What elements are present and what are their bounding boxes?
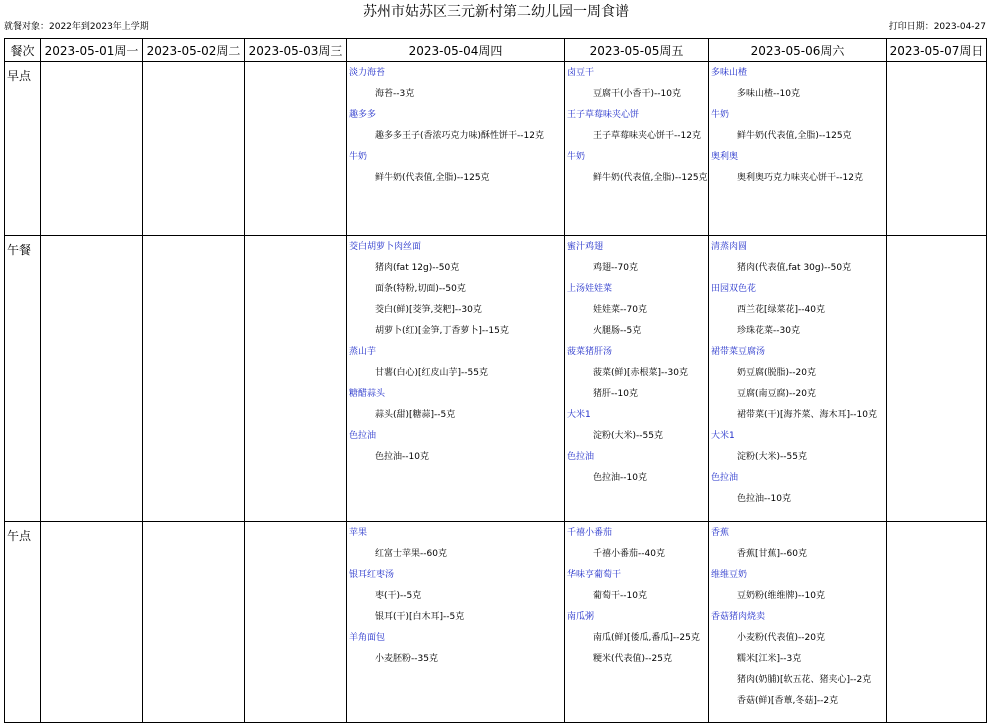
dish-name: 羊角面包 <box>349 633 386 643</box>
audience-label: 就餐对象：2022年到2023年上学期 <box>4 22 149 32</box>
ingredient-line: 胡萝卜(红)[金笋,丁香萝卜]--15克 <box>375 326 509 336</box>
ingredient-line: 红富士苹果--60克 <box>375 549 447 559</box>
dish-name: 香蕉 <box>711 528 730 538</box>
ingredient-line: 海苔--3克 <box>375 89 415 99</box>
menu-cell <box>143 236 245 522</box>
day-header: 2023-05-05周五 <box>565 39 709 62</box>
dish-name: 华味亨葡萄干 <box>567 570 622 580</box>
ingredient-line: 香蕉[甘蕉]--60克 <box>737 549 807 559</box>
header-row <box>5 39 987 62</box>
ingredient-line: 糯米[江米]--3克 <box>737 654 802 664</box>
meal-label: 早点 <box>5 62 41 236</box>
meal-row <box>5 236 987 522</box>
dish-name: 蒸山芋 <box>349 347 377 357</box>
dish-name: 牛奶 <box>349 152 368 162</box>
ingredient-line: 香菇(鲜)[香蕈,冬菇]--2克 <box>737 696 839 706</box>
day-header: 2023-05-01周一 <box>41 39 143 62</box>
menu-cell <box>41 236 143 522</box>
dish-name: 茭白胡萝卜肉丝面 <box>349 242 422 252</box>
ingredient-line: 甘薯(白心)[红皮山芋]--55克 <box>375 368 488 378</box>
meal-label: 午点 <box>5 522 41 723</box>
day-header: 2023-05-03周三 <box>245 39 347 62</box>
menu-cell <box>41 62 143 236</box>
ingredient-line: 葡萄干--10克 <box>593 591 647 601</box>
ingredient-line: 菠菜(鲜)[赤根菜]--30克 <box>593 368 688 378</box>
ingredient-line: 淀粉(大米)--55克 <box>593 431 663 441</box>
ingredient-line: 鸡翅--70克 <box>593 263 638 273</box>
menu-cell <box>245 236 347 522</box>
ingredient-line: 豆奶粉(维维牌)--10克 <box>737 591 825 601</box>
ingredient-line: 鲜牛奶(代表值,全脂)--125克 <box>737 131 852 141</box>
dish-name: 银耳红枣汤 <box>349 570 395 580</box>
ingredient-line: 豆腐(南豆腐)--20克 <box>737 389 816 399</box>
ingredient-line: 趣多多王子(香浓巧克力味)酥性饼干--12克 <box>375 131 544 141</box>
print-date: 打印日期：2023-04-27 <box>888 22 986 32</box>
menu-cell <box>245 62 347 236</box>
ingredient-line: 裙带菜(干)[海芥菜、海木耳]--10克 <box>737 410 877 420</box>
menu-cell <box>347 62 565 236</box>
menu-cell <box>347 522 565 723</box>
meal-row <box>5 522 987 723</box>
dish-name: 多味山楂 <box>711 68 748 78</box>
menu-cell <box>709 62 887 236</box>
dish-name: 色拉油 <box>567 452 595 462</box>
ingredient-line: 猪肉(fat 12g)--50克 <box>375 263 460 273</box>
ingredient-line: 王子草莓味夹心饼干--12克 <box>593 131 701 141</box>
menu-cell <box>565 522 709 723</box>
dish-name: 南瓜粥 <box>567 612 595 622</box>
day-header: 2023-05-06周六 <box>709 39 887 62</box>
day-header: 2023-05-04周四 <box>347 39 565 62</box>
ingredient-line: 面条(特粉,切面)--50克 <box>375 284 466 294</box>
ingredient-line: 粳米(代表值)--25克 <box>593 654 672 664</box>
menu-cell <box>887 236 987 522</box>
dish-name: 卤豆干 <box>567 68 595 78</box>
ingredient-line: 银耳(干)[白木耳]--5克 <box>375 612 465 622</box>
menu-cell <box>143 522 245 723</box>
dish-name: 清蒸肉圆 <box>711 242 748 252</box>
menu-cell <box>565 236 709 522</box>
meal-row <box>5 62 987 236</box>
ingredient-line: 猪肉(奶脯)[软五花、猪夹心]--2克 <box>737 675 872 685</box>
corner-header: 餐次 <box>5 39 41 62</box>
dish-name: 裙带菜豆腐汤 <box>711 347 766 357</box>
ingredient-line: 色拉油--10克 <box>593 473 647 483</box>
ingredient-line: 鲜牛奶(代表值,全脂)--125克 <box>593 173 708 183</box>
menu-cell <box>245 522 347 723</box>
dish-name: 色拉油 <box>349 431 377 441</box>
page-title: 苏州市姑苏区三元新村第二幼儿园一周食谱 <box>363 4 629 20</box>
menu-cell <box>709 522 887 723</box>
ingredient-line: 南瓜(鲜)[倭瓜,番瓜]--25克 <box>593 633 700 643</box>
ingredient-line: 茭白(鲜)[茭笋,茭粑]--30克 <box>375 305 482 315</box>
dish-name: 牛奶 <box>567 152 586 162</box>
ingredient-line: 淀粉(大米)--55克 <box>737 452 807 462</box>
weekly-menu-table <box>4 38 987 723</box>
dish-name: 淡力海苔 <box>349 68 386 78</box>
menu-cell <box>143 62 245 236</box>
dish-name: 大米1 <box>711 431 735 441</box>
dish-name: 千禧小番茄 <box>567 528 613 538</box>
ingredient-line: 奶豆腐(脱脂)--20克 <box>737 368 816 378</box>
menu-cell <box>887 62 987 236</box>
ingredient-line: 蒜头(甜)[糖蒜]--5克 <box>375 410 456 420</box>
dish-name: 色拉油 <box>711 473 739 483</box>
menu-cell <box>887 522 987 723</box>
dish-name: 牛奶 <box>711 110 730 120</box>
ingredient-line: 小麦胚粉--35克 <box>375 654 438 664</box>
ingredient-line: 色拉油--10克 <box>375 452 429 462</box>
dish-name: 蜜汁鸡翅 <box>567 242 604 252</box>
dish-name: 维维豆奶 <box>711 570 748 580</box>
ingredient-line: 千禧小番茄--40克 <box>593 549 665 559</box>
day-header: 2023-05-02周二 <box>143 39 245 62</box>
ingredient-line: 猪肉(代表值,fat 30g)--50克 <box>737 263 852 273</box>
dish-name: 王子草莓味夹心饼 <box>567 110 640 120</box>
ingredient-line: 枣(干)--5克 <box>375 591 422 601</box>
dish-name: 菠菜猪肝汤 <box>567 347 613 357</box>
ingredient-line: 奥利奥巧克力味夹心饼干--12克 <box>737 173 863 183</box>
day-header: 2023-05-07周日 <box>887 39 987 62</box>
ingredient-line: 多味山楂--10克 <box>737 89 800 99</box>
ingredient-line: 小麦粉(代表值)--20克 <box>737 633 825 643</box>
menu-cell <box>709 236 887 522</box>
meal-label: 午餐 <box>5 236 41 522</box>
menu-cell <box>41 522 143 723</box>
dish-name: 苹果 <box>349 528 368 538</box>
dish-name: 大米1 <box>567 410 591 420</box>
dish-name: 奥利奥 <box>711 152 739 162</box>
ingredient-line: 火腿肠--5克 <box>593 326 642 336</box>
ingredient-line: 色拉油--10克 <box>737 494 791 504</box>
dish-name: 糖醋蒜头 <box>349 389 386 399</box>
menu-cell <box>347 236 565 522</box>
dish-name: 趣多多 <box>349 110 377 120</box>
menu-cell <box>565 62 709 236</box>
ingredient-line: 娃娃菜--70克 <box>593 305 647 315</box>
dish-name: 香菇猪肉烧卖 <box>711 612 766 622</box>
ingredient-line: 珍珠花菜--30克 <box>737 326 800 336</box>
ingredient-line: 猪肝--10克 <box>593 389 638 399</box>
ingredient-line: 西兰花[绿菜花]--40克 <box>737 305 825 315</box>
ingredient-line: 鲜牛奶(代表值,全脂)--125克 <box>375 173 490 183</box>
dish-name: 田园双色花 <box>711 284 757 294</box>
ingredient-line: 豆腐干(小香干)--10克 <box>593 89 681 99</box>
dish-name: 上汤娃娃菜 <box>567 284 613 294</box>
